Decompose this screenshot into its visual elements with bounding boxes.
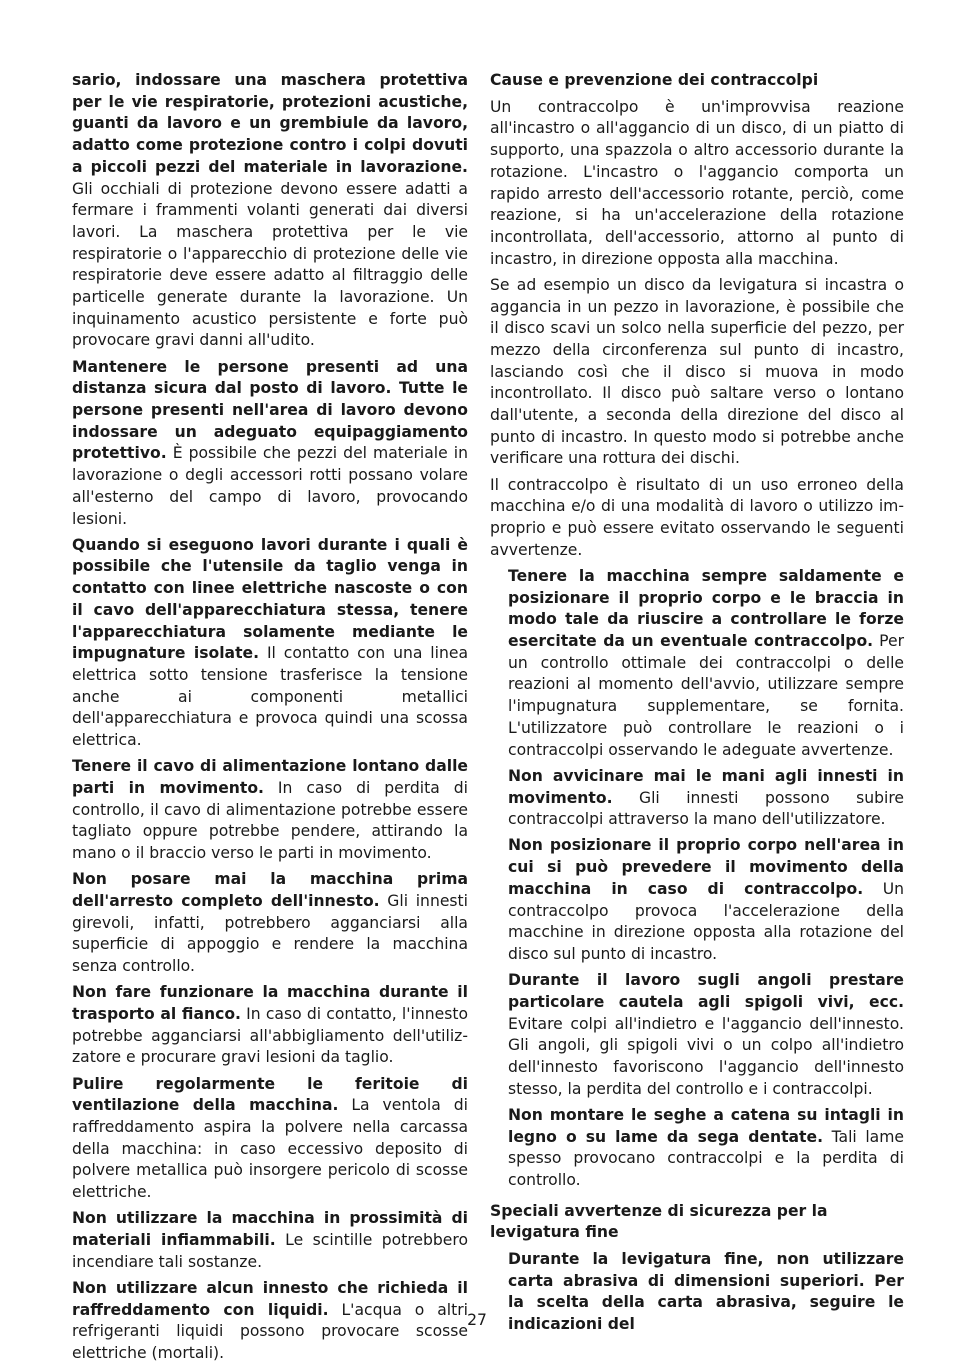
left-column <box>72 70 468 1369</box>
body-text: Il contatto con una linea elettrica sotto tensione trasferisce la tensione anche ai componenti metallici dell'apparecchiatura e provoca quindi una scossa elettrica. <box>72 644 469 750</box>
body-text: In caso di contatto, l'innesto potrebbe agganciarsi all'abbigliamento dell'utilizzatore e procurare gravi lesioni da taglio. <box>72 1005 468 1067</box>
body-text: Gli innesti possono subire contraccolpi attraverso la mano dell'utilizzatore. <box>508 788 904 829</box>
intro-paragraph-3: Il contraccolpo è risultato di un uso erroneo della macchina e/o di una modalità di lavoro o utilizzo improprio e può essere evitato osservando le seguenti avvertenze. <box>490 475 904 559</box>
bold-lead: Non posizionare il proprio corpo nell'area in cui si può prevedere il movimento della macchina in caso di contraccolpo. <box>508 836 904 898</box>
bold-lead: Non montare le seghe a catena su intagli in legno o su lame da sega dentate. <box>508 1105 904 1146</box>
left-paragraph-4 <box>72 756 468 865</box>
body-text: Gli occhiali di protezione devono essere adatti a fermare i frammenti volanti generati dai diversi lavori. La maschera protettiva per le vie respiratorie o l'apparecchio di protezione delle vie respiratorie deve essere adatto al filtraggio delle particelle generate durante la lavorazione. Un inquinamento acustico persistente e forte può provocare gravi danni all'udito. <box>72 179 468 350</box>
body-text: Evitare colpi all'indietro e l'aggancio dell'innesto. Gli angoli, gli spigoli vivi o un colpo all'indietro dell'innesto favoriscono l'aggancio dell'innesto stesso, la perdita del controllo e i contraccolpi. <box>508 1014 904 1098</box>
intro-paragraph-1: Un contraccolpo è un'improvvisa reazione all'incastro o all'aggancio di un disco, di un piatto di supporto, una spazzola o altro accessorio durante la rotazione. L'incastro o l'aggancio comporta un rapido arresto dell'accessorio rotante, perciò, come reazione, si ha un'accelerazione della rotazione incontrollata, dell'accessorio, attorno al punto di incastro, in direzione opposta alla macchina. <box>490 97 904 268</box>
warning-paragraph-1 <box>490 566 904 761</box>
left-paragraph-5 <box>72 869 468 978</box>
left-paragraph-7 <box>72 1074 468 1204</box>
section-heading-fine-sanding: Speciali avvertenze di sicurezza per la levigatura fine <box>490 1201 828 1242</box>
right-column <box>490 70 904 1340</box>
bold-lead: Non utilizzare alcun innesto che richieda il raffreddamento con liquidi. <box>72 1278 468 1319</box>
page-number: 27 <box>467 1311 487 1329</box>
bold-lead: Durante il lavoro sugli angoli prestare particolare cautela agli spigoli vivi, ecc. <box>508 971 904 1011</box>
left-paragraph-6 <box>72 982 468 1069</box>
left-paragraph-8 <box>72 1208 468 1273</box>
bold-lead: Mantenere le persone presenti ad una distanza sicura dal posto di lavoro. Tutte le persone presenti nell'area di lavoro devono indossare un adeguato equipaggiamento protettivo. <box>72 357 468 463</box>
bold-lead: Non utilizzare la macchina in prossimità di materiali infiammabili. <box>72 1209 468 1250</box>
left-paragraph-2 <box>72 357 468 531</box>
bold-lead: Non avvicinare mai le mani agli innesti in movimento. <box>508 766 904 807</box>
warning-paragraph-2 <box>490 766 904 831</box>
body-text: Gli innesti girevoli, infatti, potrebbero agganciarsi alla superficie di appoggio e rendere la macchina senza controllo. <box>72 892 468 976</box>
section-heading-kickback: Cause e prevenzione dei contraccolpi <box>490 71 819 89</box>
body-text: In caso di perdita di controllo, il cavo di alimentazione potrebbe essere tagliato oppure potrebbe pendere, attirando la mano o il braccio verso le parti in movimento. <box>72 779 468 863</box>
left-paragraph-3 <box>72 535 468 752</box>
left-paragraph-1 <box>72 70 468 352</box>
body-text: Un contraccolpo provoca l'accelerazione della macchine in direzione opposta alla rotazione del disco sul punto di incastro. <box>508 879 904 963</box>
bold-lead: sario, indossare una maschera protettiva per le vie respiratorie, protezioni acustiche, guanti da lavoro e un grembiule da lavoro, adatto come protezione contro i colpi dovuti a piccoli pezzi del materiale in lavorazione. <box>72 71 468 176</box>
body-text: È possibile che pezzi del materiale in lavorazione o degli accessori rotti possano volare all'esterno del campo di lavoro, provocando lesioni. <box>72 444 468 528</box>
bold-lead: Quando si eseguono lavori durante i quali è possibile che l'utensile da taglio venga in contatto con linee elettriche nascoste o con il cavo dell'apparecchiatura stessa, tenere l'apparecchiatura solamente mediante le impugnature isolate. <box>72 535 468 663</box>
bold-lead: Durante la levigatura fine, non utilizzare carta abrasiva di dimensioni superiori. Per la scelta della carta abrasiva, seguire le indicazioni del <box>508 1250 904 1334</box>
bold-lead: Non fare funzionare la macchina durante il trasporto al fianco. <box>72 983 468 1024</box>
intro-paragraph-2: Se ad esempio un disco da levigatura si incastra o aggancia in un pezzo in lavorazione, è possibile che il disco scavi un solco nella superficie del pezzo, per mezzo della circonferenza sul punto di incastro, lasciando così che il disco si muova in modo incontrollato. Il disco può saltare verso o lontano dall'utente, a seconda della direzione del disco al punto di incastro. In questo modo si potrebbe anche verificare una rottura dei dischi. <box>490 275 904 468</box>
body-text: La ventola di raffreddamento aspira la polvere nella carcassa della macchina: in caso eccessivo deposito di polvere metallica può insorgere pericolo di scosse elettriche. <box>72 1096 468 1202</box>
warning-paragraph-5 <box>490 1105 904 1192</box>
bold-lead: Tenere il cavo di alimentazione lontano dalle parti in movimento. <box>72 757 468 797</box>
bold-lead: Tenere la macchina sempre saldamente e posizionare il proprio corpo e le braccia in modo tale da riuscire a controllare le forze esercitate da un eventuale contraccolpo. <box>508 566 904 651</box>
warning-paragraph-4 <box>490 970 904 1100</box>
body-text: Tali lame spesso provocano contraccolpi e la perdita di controllo. <box>508 1127 904 1189</box>
warning-paragraph-3 <box>490 835 904 965</box>
body-text: L'acqua o altri refrigeranti liquidi possono provocare scosse elettriche (mortali). <box>72 1300 468 1363</box>
bold-lead: Non posare mai la macchina prima dell'arresto completo dell'innesto. <box>72 870 468 911</box>
body-text: Le scintille potrebbero incendiare tali sostanze. <box>72 1231 468 1271</box>
body-text: Per un controllo ottimale dei contraccolpi o delle reazioni al momento dell'avvio, utilizzare sempre l'impugnatura supplementare, se fornita. L'utilizzatore può controllare le reazioni o i contraccolpi osservando le adeguate avvertenze. <box>508 632 905 759</box>
bold-lead: Pulire regolarmente le feritoie di ventilazione della macchina. <box>72 1074 468 1115</box>
